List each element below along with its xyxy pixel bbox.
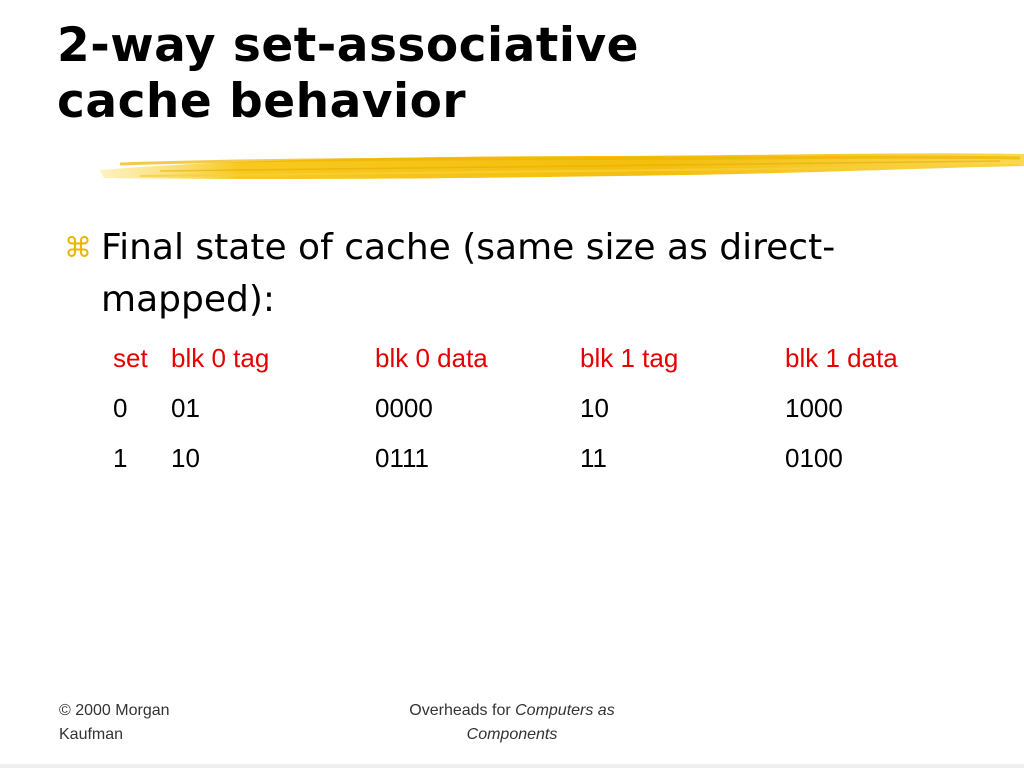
cell-blk0-tag: 01: [171, 392, 200, 423]
bullet-text: [101, 222, 941, 326]
header-blk1-data: blk 1 data: [785, 342, 898, 373]
slide-title: [57, 18, 957, 130]
title-line-1: 2-way set-associative: [57, 18, 639, 73]
cell-blk0-data: 0111: [375, 442, 429, 473]
header-blk0-tag: blk 0 tag: [171, 342, 270, 373]
bottom-divider: [0, 764, 1024, 768]
table-row: [107, 383, 945, 433]
footer-source-line-1: [362, 699, 662, 723]
bullet-line-1: Final state of cache (same size as direct-: [101, 227, 836, 268]
cell-blk0-data: 0000: [375, 392, 433, 423]
title-line-2: cache behavior: [57, 74, 467, 129]
header-blk0-data: blk 0 data: [375, 342, 488, 373]
footer-book-title-part-1: Computers as: [515, 702, 615, 719]
table-header-row: [107, 333, 945, 383]
header-set: set: [113, 342, 148, 373]
footer-copyright-line-1: © 2000 Morgan: [59, 702, 170, 719]
header-blk1-tag: blk 1 tag: [580, 342, 679, 373]
footer-book-title-part-2: Components: [466, 726, 558, 743]
bullet-line-2: mapped):: [101, 279, 276, 320]
table-row: [107, 433, 945, 483]
cell-blk1-data: 0100: [785, 442, 843, 473]
cell-set: 1: [113, 442, 128, 473]
cell-blk1-tag: 10: [580, 392, 609, 423]
cell-blk0-tag: 10: [171, 442, 200, 473]
footer-copyright: [59, 699, 259, 747]
cell-set: 0: [113, 392, 128, 423]
footer-source-line-2: [362, 723, 662, 747]
cell-blk1-data: 1000: [785, 392, 843, 423]
z-bullet-icon: ⌘: [64, 231, 92, 264]
footer-copyright-line-2: Kaufman: [59, 726, 124, 743]
cell-blk1-tag: 11: [580, 442, 607, 473]
cache-state-table: [107, 333, 945, 483]
footer-source-prefix: Overheads for: [409, 702, 516, 719]
footer-source: [362, 699, 662, 747]
title-highlight-stroke: [100, 146, 1024, 188]
